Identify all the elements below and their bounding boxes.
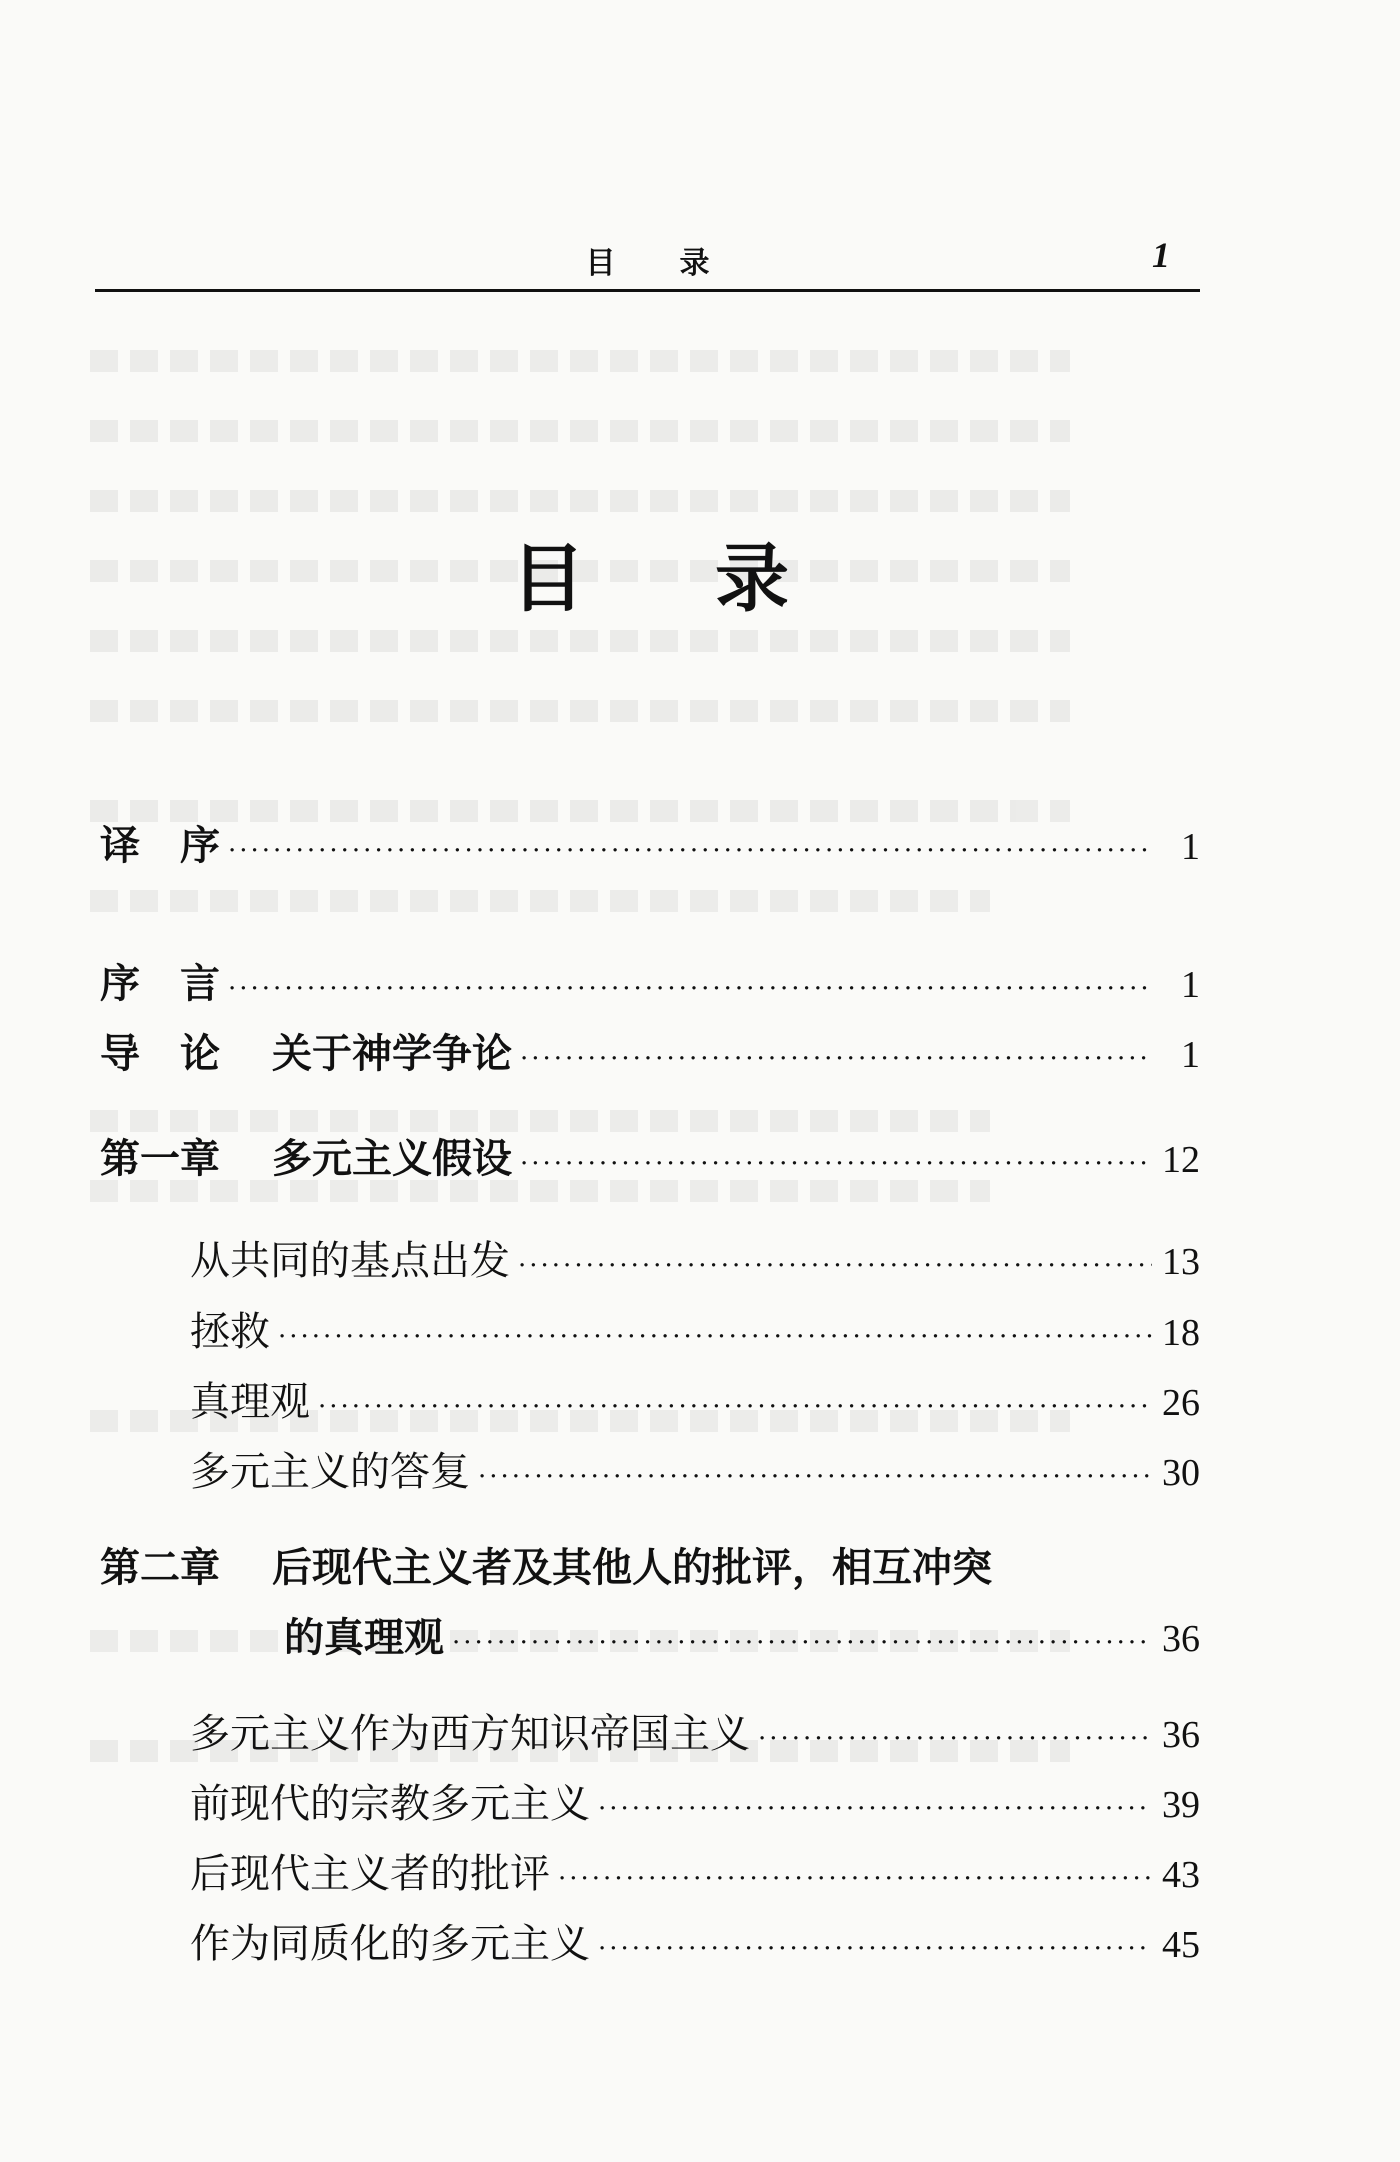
toc-entry-label: 第一章 多元主义假设: [100, 1136, 512, 1182]
toc-entry-page: 18: [1162, 1312, 1200, 1354]
toc-entry-chapter-1[interactable]: [100, 1131, 1200, 1187]
toc-entry-section[interactable]: [190, 1444, 1200, 1500]
dot-leader: [520, 1031, 1152, 1087]
toc-entry-section[interactable]: [190, 1846, 1200, 1902]
toc-entry-page: 39: [1162, 1784, 1200, 1826]
toc-entry-page: 36: [1162, 1618, 1200, 1660]
dot-leader: [478, 1449, 1152, 1505]
toc-entry-page: 30: [1162, 1452, 1200, 1494]
dot-leader: [228, 823, 1152, 879]
page-title: 目录: [511, 536, 919, 622]
toc-entry-page: 36: [1162, 1714, 1200, 1756]
toc-entry-section[interactable]: [190, 1706, 1200, 1762]
dot-leader: [520, 1136, 1152, 1192]
toc-entry-label: 后现代主义者的批评: [190, 1851, 550, 1897]
dot-leader: [228, 961, 1152, 1017]
toc-entry-label: 真理观: [190, 1379, 310, 1425]
toc-entry-page: 26: [1162, 1382, 1200, 1424]
toc-entry-page: 1: [1181, 1034, 1200, 1076]
toc-entry-chapter-2-line-1[interactable]: 第二章 后现代主义者及其他人的批评，相互冲突: [100, 1545, 992, 1591]
toc-entry-page: 43: [1162, 1854, 1200, 1896]
header-rule: [95, 289, 1200, 292]
toc-entry-label: 拯救: [190, 1309, 270, 1355]
dot-leader: [318, 1379, 1152, 1435]
toc-entry-section[interactable]: [190, 1304, 1200, 1360]
dot-leader: [598, 1921, 1152, 1977]
toc-entry-label: 译 序: [100, 823, 220, 869]
toc-entry-section[interactable]: [190, 1233, 1200, 1289]
running-header-title: 目录: [585, 246, 774, 281]
toc-entry-page: 1: [1181, 964, 1200, 1006]
toc-entry-introduction[interactable]: [100, 1026, 1200, 1082]
toc-entry-page: 12: [1162, 1139, 1200, 1181]
running-header: [95, 230, 1200, 292]
toc-entry-section[interactable]: [190, 1374, 1200, 1430]
toc-entry-label: 的真理观: [284, 1615, 444, 1661]
dot-leader: [452, 1615, 1152, 1671]
toc-entry-translator-preface[interactable]: [100, 818, 1200, 874]
toc-entry-label: 多元主义的答复: [190, 1449, 470, 1495]
toc-entry-label: 前现代的宗教多元主义: [190, 1781, 590, 1827]
toc-entry-label: 多元主义作为西方知识帝国主义: [190, 1711, 750, 1757]
toc-entry-label: 导 论 关于神学争论: [100, 1031, 512, 1077]
dot-leader: [558, 1851, 1152, 1907]
toc-entry-page: 1: [1181, 826, 1200, 868]
dot-leader: [278, 1309, 1152, 1365]
toc-entry-label: 作为同质化的多元主义: [190, 1921, 590, 1967]
dot-leader: [598, 1781, 1152, 1837]
toc-entry-chapter-2[interactable]: [284, 1610, 1200, 1666]
dot-leader: [518, 1238, 1152, 1294]
toc-entry-preface[interactable]: [100, 956, 1200, 1012]
toc-entry-section[interactable]: [190, 1916, 1200, 1972]
toc-entry-page: 13: [1162, 1241, 1200, 1283]
toc-entry-label: 从共同的基点出发: [190, 1238, 510, 1284]
toc-entry-label: 序 言: [100, 961, 220, 1007]
dot-leader: [758, 1711, 1152, 1767]
toc-entry-page: 45: [1162, 1924, 1200, 1966]
toc-entry-section[interactable]: [190, 1776, 1200, 1832]
running-header-page-number: 1: [1152, 235, 1170, 275]
